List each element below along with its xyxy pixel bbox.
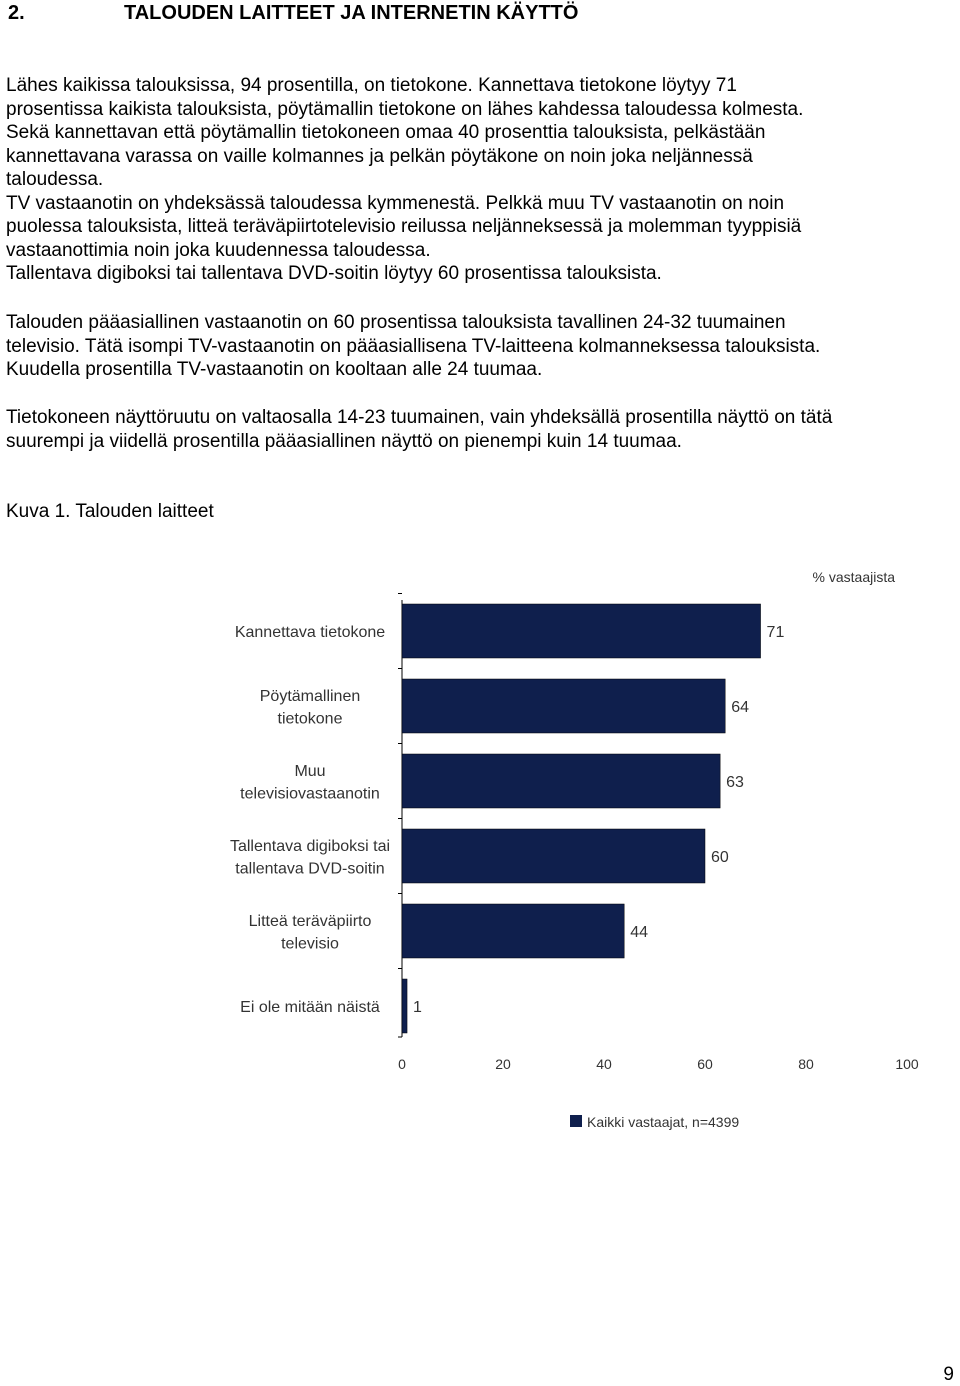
bar	[402, 754, 720, 808]
category-label: Kannettava tietokone	[234, 624, 386, 641]
bar	[402, 679, 725, 733]
text-line: Tietokoneen näyttöruutu on valtaosalla 14-23 tuumainen, vain yhdeksällä prosentilla näyttö on tätä	[6, 407, 833, 428]
text-line: taloudessa.	[6, 169, 104, 190]
category-label: Muu	[294, 762, 326, 780]
section-title: TALOUDEN LAITTEET JA INTERNETIN KÄYTTÖ	[124, 2, 579, 24]
paragraph-devices	[6, 74, 954, 286]
section-heading	[8, 2, 578, 25]
text-line: puolessa talouksista, litteä teräväpiirtotelevisio reilussa neljänneksessä ja molemman tyyppisiä	[6, 216, 802, 237]
text-line: Kuudella prosentilla TV-vastaanotin on kooltaan alle 24 tuumaa.	[6, 359, 543, 380]
category-label: Tallentava digiboksi tai	[229, 837, 391, 855]
x-tick-label: 80	[798, 1056, 814, 1072]
data-label: 44	[630, 924, 648, 941]
page-number: 9	[943, 1364, 954, 1385]
x-tick-label: 0	[398, 1056, 406, 1072]
x-tick-label: 100	[895, 1056, 919, 1072]
category-label: televisio	[281, 935, 339, 953]
text-line: Talouden pääasiallinen vastaanotin on 60 prosentissa talouksista tavallinen 24-32 tuumainen	[6, 312, 786, 333]
section-number: 2.	[8, 2, 25, 24]
figure-caption: Kuva 1. Talouden laitteet	[6, 501, 214, 522]
bar	[402, 979, 407, 1033]
bar	[402, 829, 705, 883]
text-line: prosentissa kaikista talouksista, pöytämallin tietokone on lähes kahdessa taloudessa kolmesta.	[6, 98, 804, 120]
text-line: vastaanottimia noin joka kuudennessa taloudessa.	[6, 239, 431, 261]
bar-chart	[0, 550, 960, 1150]
x-tick-label: 40	[596, 1056, 612, 1072]
category-label: tallentava DVD-soitin	[235, 860, 385, 878]
category-label: Litteä teräväpiirto	[248, 912, 372, 930]
category-label: Ei ole mitään näistä	[240, 999, 380, 1016]
text-line: TV vastaanotin on yhdeksässä taloudessa kymmenestä. Pelkkä muu TV vastaanotin on noin	[6, 192, 785, 214]
unit-label: % vastaajista	[812, 569, 895, 585]
text-line: suurempi ja viidellä prosentilla pääasiallinen näyttö on pienempi kuin 14 tuumaa.	[6, 430, 682, 452]
x-tick-label: 60	[697, 1056, 713, 1072]
legend-label: Kaikki vastaajat, n=4399	[587, 1114, 740, 1130]
legend-swatch	[570, 1115, 582, 1127]
data-label: 64	[731, 699, 749, 716]
x-tick-label: 20	[495, 1056, 511, 1072]
data-label: 60	[711, 849, 729, 866]
data-label: 1	[413, 999, 422, 1016]
text-line: Sekä kannettavan että pöytämallin tietokoneen omaa 40 prosenttia talouksista, pelkästään	[6, 122, 766, 143]
category-label: tietokone	[277, 710, 343, 728]
data-label: 63	[726, 774, 744, 791]
text-line: kannettavana varassa on vaille kolmannes ja pelkän pöytäkone on noin joka neljännessä	[6, 145, 753, 167]
bar	[402, 604, 761, 658]
text-line: televisio. Tätä isompi TV-vastaanotin on pääasiallisena TV-laitteena kolmanneksessa talouksista.	[6, 335, 821, 357]
text-line: Tallentava digiboksi tai tallentava DVD-soitin löytyy 60 prosentissa talouksista.	[6, 263, 662, 284]
category-label: Pöytämallinen	[259, 687, 361, 705]
data-label: 71	[766, 624, 785, 641]
paragraph-tv-receiver	[6, 311, 954, 382]
text-line: Lähes kaikissa talouksissa, 94 prosentilla, on tietokone. Kannettava tietokone löytyy 71	[6, 75, 737, 96]
category-label: televisiovastaanotin	[240, 785, 380, 803]
bar	[402, 904, 624, 958]
paragraph-screen-size	[6, 406, 954, 453]
